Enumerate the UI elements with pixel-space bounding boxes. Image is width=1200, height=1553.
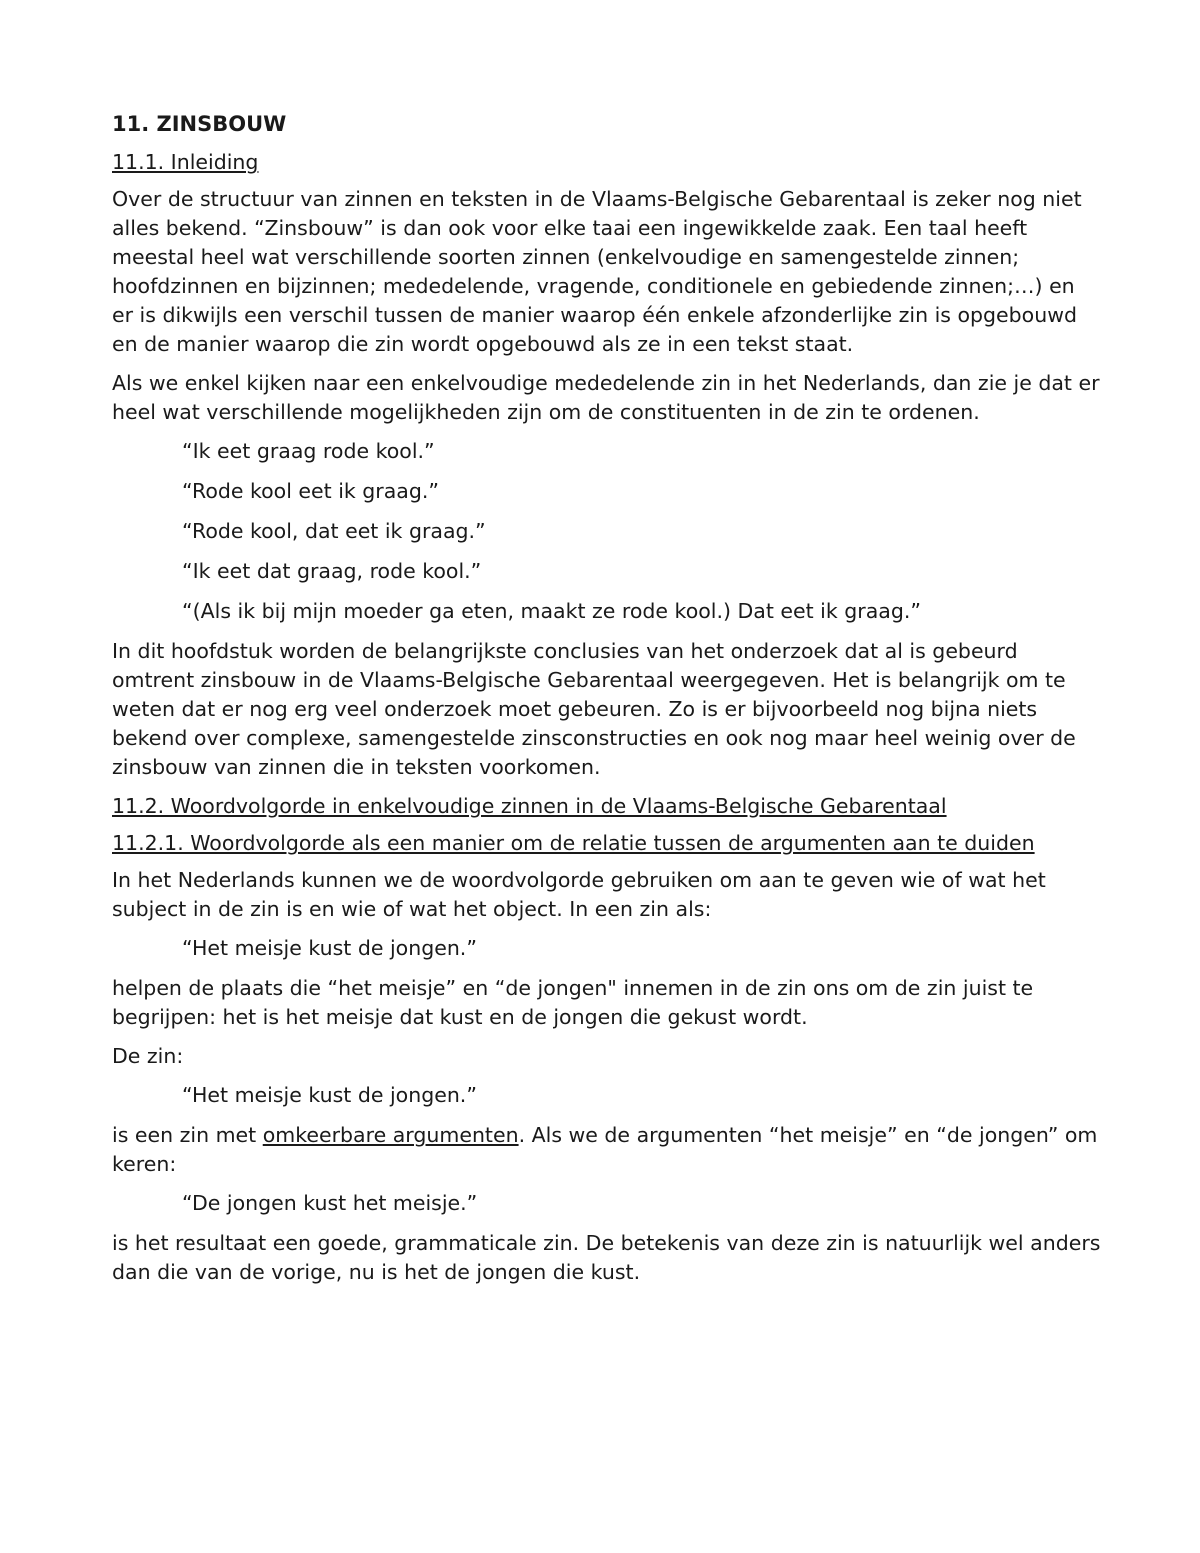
section-heading-woordvolgorde: 11.2. Woordvolgorde in enkelvoudige zinnen in de Vlaams-Belgische Gebarentaal [112, 794, 947, 818]
example-sentence-3: “Rode kool, dat eet ik graag.” [182, 519, 486, 543]
interpretation-paragraph: helpen de plaats die “het meisje” en “de jongen" innemen in de zin ons om de zin juist te begrijpen: het is het meisje dat kust en de jongen die gekust wordt. [112, 976, 1034, 1029]
document-page [112, 110, 1102, 1297]
chapter-scope-paragraph: In dit hoofdstuk worden de belangrijkste conclusies van het onderzoek dat al is gebeurd omtrent zinsbouw in de Vlaams-Belgische Gebarentaal weergegeven. Het is belangrijk om te weten dat er nog erg veel onderzoek moet gebeuren. Zo is er bijvoorbeeld nog bijna niets bekend over complexe, samengestelde zinsconstructies en ook nog maar heel weinig over de zinsbouw van zinnen die in teksten voorkomen. [112, 639, 1076, 779]
example-sentence-4: “Ik eet dat graag, rode kool.” [182, 559, 482, 583]
result-paragraph: is het resultaat een goede, grammaticale zin. De betekenis van deze zin is natuurlijk wel anders dan die van de vorige, nu is het de jongen die kust. [112, 1231, 1101, 1284]
intro-paragraph: Over de structuur van zinnen en teksten in de Vlaams-Belgische Gebarentaal is zeker nog niet alles bekend. “Zinsbouw” is dan ook voor elke taai een ingewikkelde zaak. Een taal heeft meestal heel wat verschillende soorten zinnen (enkelvoudige en samengestelde zinnen; hoofdzinnen en bijzinnen; mededelende, vragende, conditionele en gebiedende zinnen;…) en er is dikwijls een verschil tussen de manier waarop één enkele afzonderlijke zin is opgebouwd en de manier waarop die zin wordt opgebouwd als ze in een tekst staat. [112, 187, 1082, 356]
reversible-text-before: is een zin met [112, 1123, 263, 1147]
example-meisje-kust-jongen-1: “Het meisje kust de jongen.” [182, 936, 477, 960]
example-meisje-kust-jongen-2: “Het meisje kust de jongen.” [182, 1083, 477, 1107]
subject-object-paragraph: In het Nederlands kunnen we de woordvolgorde gebruiken om aan te geven wie of wat het subject in de zin is en wie of wat het object. In een zin als: [112, 868, 1046, 921]
reversible-arguments-term: omkeerbare argumenten [262, 1123, 519, 1147]
order-paragraph: Als we enkel kijken naar een enkelvoudige mededelende zin in het Nederlands, dan zie je dat er heel wat verschillende mogelijkheden zijn om de constituenten in de zin te ordenen. [112, 371, 1100, 424]
example-sentence-2: “Rode kool eet ik graag.” [182, 479, 440, 503]
example-jongen-kust-meisje: “De jongen kust het meisje.” [182, 1191, 478, 1215]
example-sentence-1: “Ik eet graag rode kool.” [182, 439, 435, 463]
reversible-text-after: . Als we de argumenten “het meisje” en “de jongen” om keren: [112, 1123, 1098, 1176]
subsection-heading-argumenten: 11.2.1. Woordvolgorde als een manier om de relatie tussen de argumenten aan te duiden [112, 831, 1035, 855]
reversible-arguments-paragraph [112, 1121, 1102, 1179]
chapter-title: 11. ZINSBOUW [112, 112, 287, 136]
example-sentence-5: “(Als ik bij mijn moeder ga eten, maakt ze rode kool.) Dat eet ik graag.” [182, 599, 921, 623]
de-zin-label: De zin: [112, 1044, 184, 1068]
section-heading-inleiding: 11.1. Inleiding [112, 150, 259, 174]
